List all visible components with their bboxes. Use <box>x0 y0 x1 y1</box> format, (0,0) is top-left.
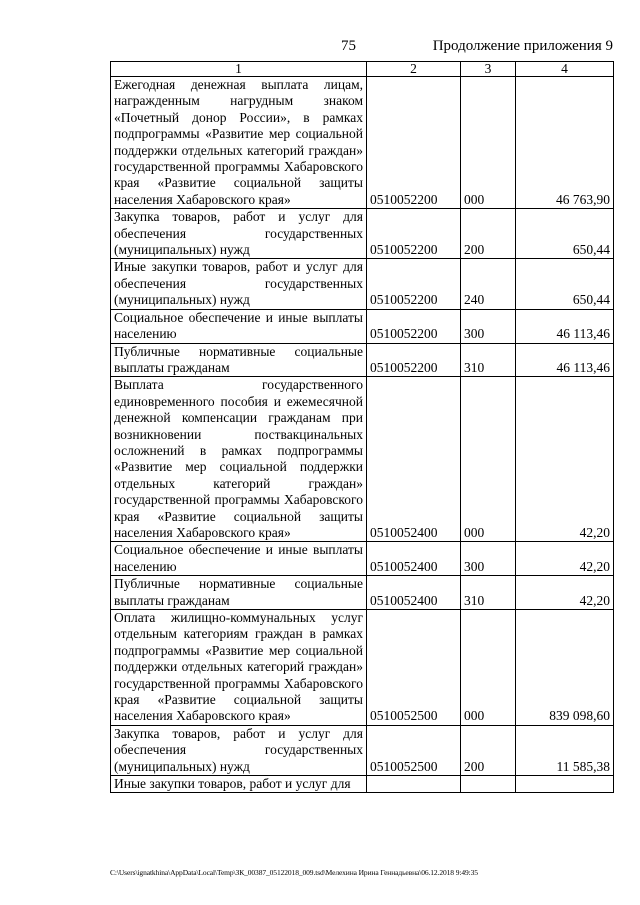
row-expense-kind: 300 <box>461 309 516 343</box>
row-amount: 650,44 <box>516 259 614 309</box>
table-row <box>111 776 614 793</box>
row-expense-kind: 310 <box>461 343 516 377</box>
row-target-code: 0510052400 <box>367 377 461 542</box>
row-name: Социальное обеспечение и иные выплаты населению <box>111 309 367 343</box>
row-amount: 11 585,38 <box>516 725 614 775</box>
column-header-3: 3 <box>461 62 516 77</box>
row-target-code: 0510052200 <box>367 209 461 259</box>
table-row <box>111 77 614 209</box>
row-name: Иные закупки товаров, работ и услуг для обеспечения государственных (муниципальных) нужд <box>111 259 367 309</box>
row-target-code: 0510052200 <box>367 259 461 309</box>
appendix-continuation-label: Продолжение приложения 9 <box>432 38 613 54</box>
row-target-code <box>367 776 461 793</box>
page-number: 75 <box>341 38 356 54</box>
table-row <box>111 309 614 343</box>
column-number-row <box>111 62 614 77</box>
table-row <box>111 377 614 542</box>
row-name: Выплата государственного единовременного пособия и ежемесячной денежной компенсации гражданам при возникновении поствакцинальных осложнений в рамках подпрограммы «Развитие мер социальной поддержки отдельных категорий граждан» государственной программы Хабаровского края «Развитие социальной защиты населения Хабаровского края» <box>111 377 367 542</box>
row-amount: 46 113,46 <box>516 343 614 377</box>
row-amount: 42,20 <box>516 377 614 542</box>
budget-table <box>110 61 614 793</box>
row-expense-kind: 000 <box>461 77 516 209</box>
row-target-code: 0510052500 <box>367 610 461 726</box>
row-expense-kind: 310 <box>461 576 516 610</box>
row-amount <box>516 776 614 793</box>
row-amount: 46 763,90 <box>516 77 614 209</box>
table-row <box>111 542 614 576</box>
row-amount: 46 113,46 <box>516 309 614 343</box>
row-name: Оплата жилищно-коммунальных услуг отдельным категориям граждан в рамках подпрограммы «Развитие мер социальной поддержки отдельных категорий граждан» государственной программы Хабаровского края «Развитие социальной защиты населения Хабаровского края» <box>111 610 367 726</box>
table-row <box>111 209 614 259</box>
column-header-2: 2 <box>367 62 461 77</box>
table-row <box>111 725 614 775</box>
row-expense-kind: 300 <box>461 542 516 576</box>
table-row <box>111 259 614 309</box>
table-row <box>111 576 614 610</box>
column-header-1: 1 <box>111 62 367 77</box>
row-expense-kind: 200 <box>461 725 516 775</box>
row-target-code: 0510052400 <box>367 542 461 576</box>
row-expense-kind <box>461 776 516 793</box>
column-header-4: 4 <box>516 62 614 77</box>
table-row <box>111 343 614 377</box>
row-name: Закупка товаров, работ и услуг для обеспечения государственных (муниципальных) нужд <box>111 725 367 775</box>
row-target-code: 0510052400 <box>367 576 461 610</box>
row-target-code: 0510052200 <box>367 343 461 377</box>
row-target-code: 0510052500 <box>367 725 461 775</box>
row-expense-kind: 000 <box>461 377 516 542</box>
row-name: Социальное обеспечение и иные выплаты населению <box>111 542 367 576</box>
row-target-code: 0510052200 <box>367 309 461 343</box>
row-amount: 839 098,60 <box>516 610 614 726</box>
row-expense-kind: 000 <box>461 610 516 726</box>
row-name: Закупка товаров, работ и услуг для обеспечения государственных (муниципальных) нужд <box>111 209 367 259</box>
row-expense-kind: 240 <box>461 259 516 309</box>
footer-file-path: C:\Users\ignatkhina\AppData\Local\Temp\ЗК_00387_05122018_009.tsd\Мелехина Ирина Геннадьевна\06.12.2018 9:49:35 <box>110 868 478 877</box>
row-amount: 42,20 <box>516 542 614 576</box>
row-name: Публичные нормативные социальные выплаты гражданам <box>111 343 367 377</box>
row-name: Публичные нормативные социальные выплаты гражданам <box>111 576 367 610</box>
row-amount: 650,44 <box>516 209 614 259</box>
row-target-code: 0510052200 <box>367 77 461 209</box>
row-amount: 42,20 <box>516 576 614 610</box>
row-name: Ежегодная денежная выплата лицам, награжденным нагрудным знаком «Почетный донор России», в рамках подпрограммы «Развитие мер социальной поддержки отдельных категорий граждан» государственной программы Хабаровского края «Развитие социальной защиты населения Хабаровского края» <box>111 77 367 209</box>
row-name: Иные закупки товаров, работ и услуг для <box>111 776 367 793</box>
row-expense-kind: 200 <box>461 209 516 259</box>
table-row <box>111 610 614 726</box>
